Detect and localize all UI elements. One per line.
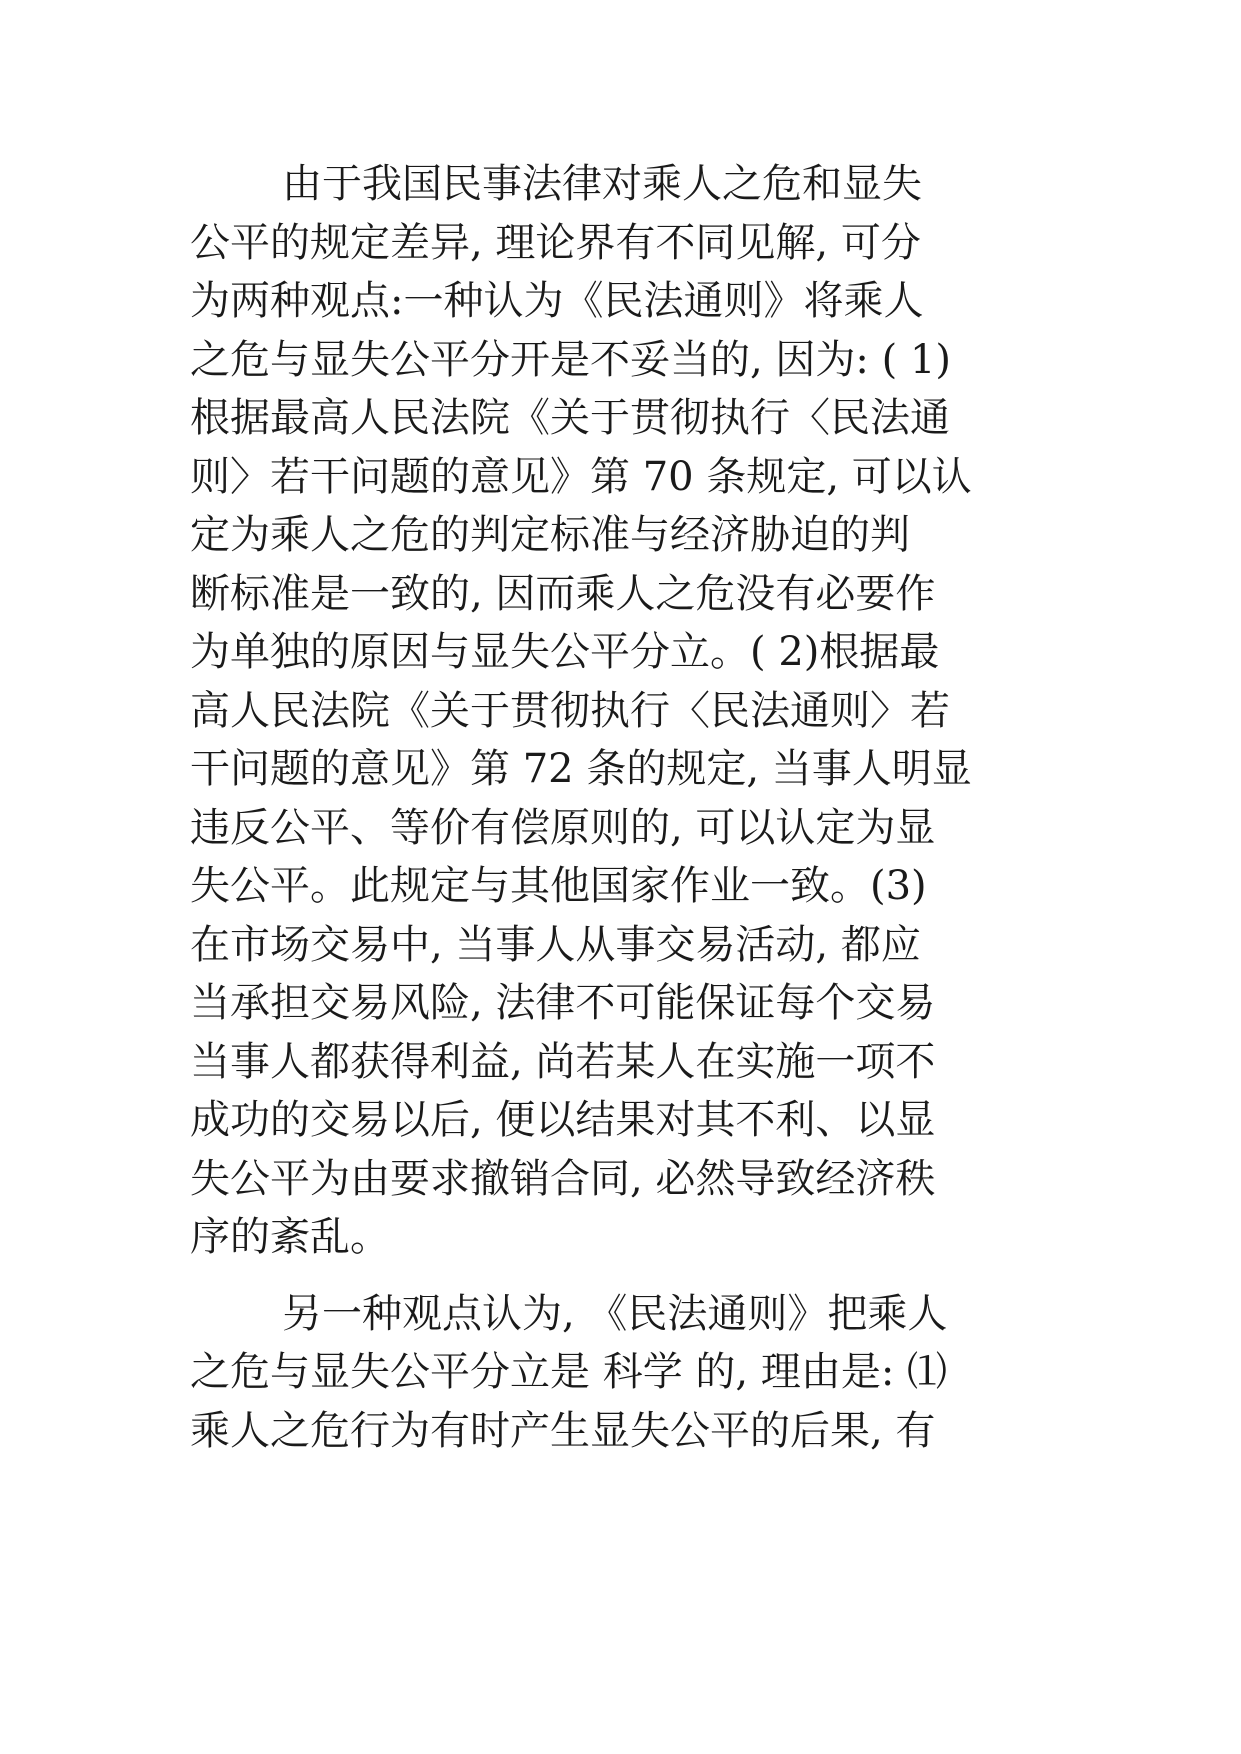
text-line: 根据最高人民法院《关于贯彻执行〈民法通 bbox=[190, 395, 950, 441]
body-text bbox=[190, 155, 1090, 1460]
text-line: 为两种观点:一种认为《民法通则》将乘人 bbox=[190, 278, 924, 324]
text-line: 失公平为由要求撤销合同, 必然导致经济秩 bbox=[190, 1155, 936, 1202]
text-line: 违反公平、等价有偿原则的, 可以认定为显 bbox=[190, 804, 936, 851]
paragraph-2 bbox=[190, 1285, 1090, 1461]
text-line: 序的紊乱。 bbox=[190, 1214, 390, 1260]
text-line: 成功的交易以后, 便以结果对其不利、以显 bbox=[190, 1097, 936, 1143]
text-line: 断标准是一致的, 因而乘人之危没有必要作 bbox=[190, 570, 936, 617]
text-line: 乘人之危行为有时产生显失公平的后果, 有 bbox=[190, 1407, 936, 1454]
text-line: 在市场交易中, 当事人从事交易活动, 都应 bbox=[190, 921, 921, 968]
paragraph-1 bbox=[190, 155, 1090, 1267]
text-line: 当承担交易风险, 法律不可能保证每个交易 bbox=[190, 980, 936, 1026]
text-line: 定为乘人之危的判定标准与经济胁迫的判 bbox=[190, 512, 910, 558]
text-line: 干问题的意见》第 72 条的规定, 当事人明显 bbox=[190, 746, 972, 792]
paragraph-spacer bbox=[190, 1267, 1090, 1285]
text-line: 则〉若干问题的意见》第 70 条规定, 可以认 bbox=[190, 453, 972, 500]
text-line: 之危与显失公平分立是 科学 的, 理由是: ⑴ bbox=[190, 1349, 948, 1395]
text-line: 失公平。此规定与其他国家作业一致。(3) bbox=[190, 863, 927, 909]
text-line: 由于我国民事法律对乘人之危和显失 bbox=[282, 161, 922, 207]
text-line: 高人民法院《关于贯彻执行〈民法通则〉若 bbox=[190, 687, 950, 734]
text-line: 之危与显失公平分开是不妥当的, 因为: ( 1) bbox=[190, 336, 951, 383]
text-line: 公平的规定差异, 理论界有不同见解, 可分 bbox=[190, 219, 921, 266]
text-line: 另一种观点认为, 《民法通则》把乘人 bbox=[282, 1290, 948, 1337]
text-line: 为单独的原因与显失公平分立。( 2)根据最 bbox=[190, 629, 940, 675]
text-line: 当事人都获得利益, 尚若某人在实施一项不 bbox=[190, 1038, 936, 1085]
